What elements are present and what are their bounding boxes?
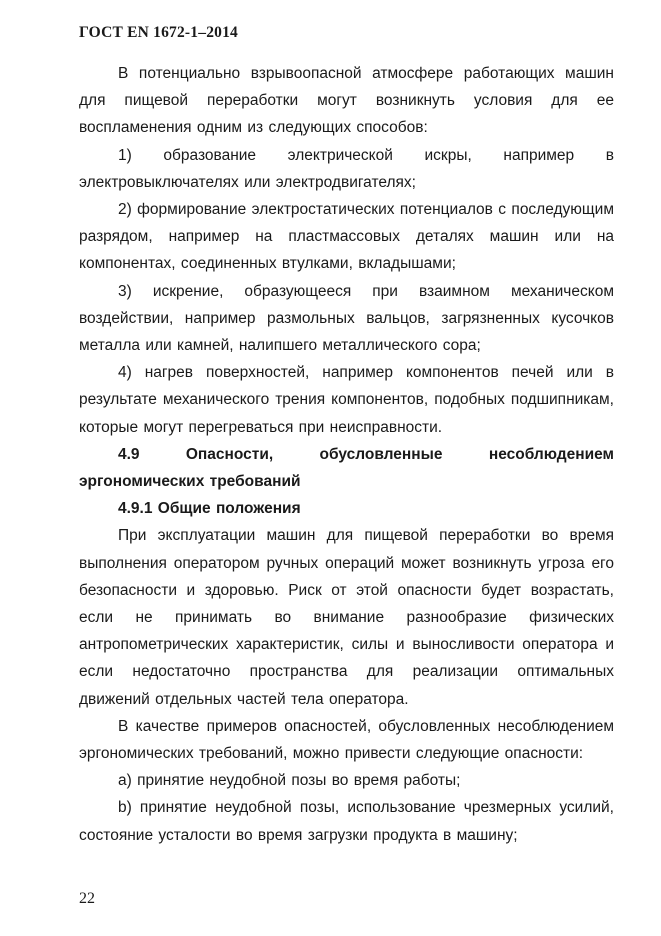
- section-heading: 4.9 Опасности, обусловленные несоблюдением эргономических требований: [79, 445, 614, 491]
- list-item: 1) образование электрической искры, например в электровыключателях или электродвигателях;: [79, 146, 614, 191]
- list-item: b) принятие неудобной позы, использование чрезмерных усилий, состояние усталости во время загрузки продукта в машину;: [79, 799, 614, 844]
- list-item: 2) формирование электростатических потенциалов с последующим разрядом, например на пластмассовых деталях машин или на компонентах, соединенных втулками, вкладышами;: [79, 201, 614, 273]
- list-item: 4) нагрев поверхностей, например компонентов печей или в результате механического трения компонентов, подобных подшипникам, которые могут перегреваться при неисправности.: [79, 364, 614, 436]
- paragraph: В потенциально взрывоопасной атмосфере работающих машин для пищевой переработки могут возникнуть условия для ее воспламенения одним из следующих способов:: [79, 65, 614, 137]
- list-item: 3) искрение, образующееся при взаимном механическом воздействии, например размольных вальцов, загрязненных кусочков металла или камней, налипшего металлического сора;: [79, 282, 614, 355]
- document-body: [79, 60, 614, 849]
- list-item: a) принятие неудобной позы во время работы;: [118, 772, 461, 790]
- document-header: ГОСТ EN 1672-1–2014: [79, 24, 238, 41]
- subsection-heading: 4.9.1 Общие положения: [118, 500, 301, 518]
- paragraph: В качестве примеров опасностей, обусловленных несоблюдением эргономических требований, можно привести следующие опасности:: [79, 717, 614, 763]
- page-number: 22: [79, 890, 95, 907]
- paragraph: При эксплуатации машин для пищевой переработки во время выполнения оператором ручных операций может возникнуть угроза его безопасности и здоровью. Риск от этой опасности будет возрастать, если не принимать во внимание разнообразие физических антропометрических характеристик, силы и выносливости оператора и если недостаточно пространства для реализации оптимальных движений отдельных частей тела оператора.: [79, 527, 614, 708]
